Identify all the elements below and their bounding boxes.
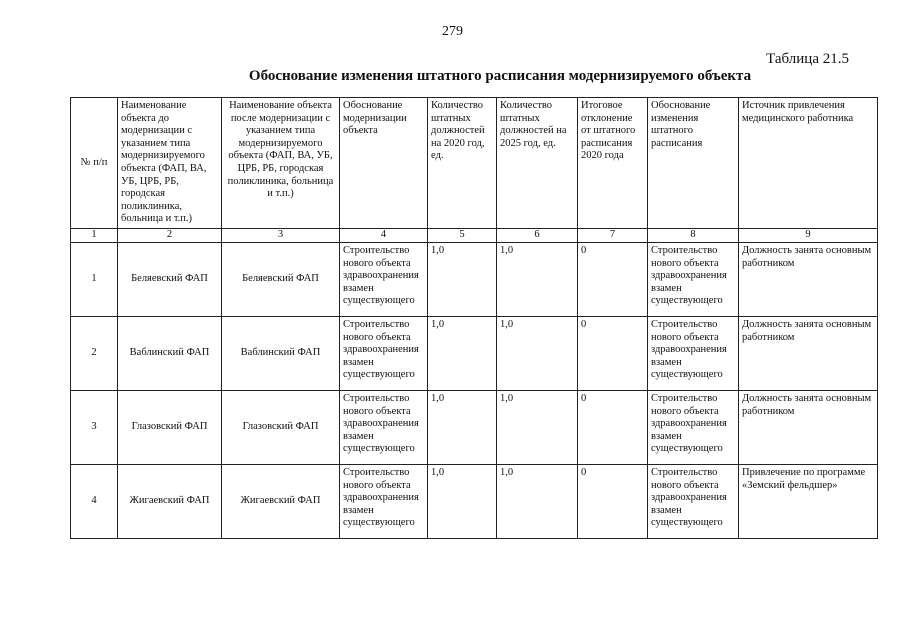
cell-num: 4 bbox=[71, 464, 118, 538]
table-row bbox=[71, 390, 878, 464]
cell-source: Привлечение по программе «Земский фельдшер» bbox=[739, 464, 878, 538]
table-row bbox=[71, 464, 878, 538]
cell-before: Глазовский ФАП bbox=[118, 390, 222, 464]
header-source: Источник привлечения медицинского работника bbox=[739, 98, 878, 229]
cell-justification: Строительство нового объекта здравоохранения взамен существующего bbox=[648, 390, 739, 464]
cell-after: Глазовский ФАП bbox=[222, 390, 340, 464]
cell-num: 1 bbox=[71, 242, 118, 316]
cell-after: Жигаевский ФАП bbox=[222, 464, 340, 538]
cell-staff-2020: 1,0 bbox=[428, 464, 497, 538]
column-number: 3 bbox=[222, 228, 340, 242]
header-staff-2025: Количество штатных должностей на 2025 год, ед. bbox=[497, 98, 578, 229]
cell-reason: Строительство нового объекта здравоохранения взамен существующего bbox=[340, 316, 428, 390]
cell-staff-2020: 1,0 bbox=[428, 316, 497, 390]
cell-reason: Строительство нового объекта здравоохранения взамен существующего bbox=[340, 464, 428, 538]
cell-staff-2020: 1,0 bbox=[428, 390, 497, 464]
cell-reason: Строительство нового объекта здравоохранения взамен существующего bbox=[340, 242, 428, 316]
cell-before: Ваблинский ФАП bbox=[118, 316, 222, 390]
header-staff-2020: Количество штатных должностей на 2020 год, ед. bbox=[428, 98, 497, 229]
cell-deviation: 0 bbox=[578, 390, 648, 464]
cell-reason: Строительство нового объекта здравоохранения взамен существующего bbox=[340, 390, 428, 464]
cell-deviation: 0 bbox=[578, 242, 648, 316]
table-row bbox=[71, 316, 878, 390]
cell-justification: Строительство нового объекта здравоохранения взамен существующего bbox=[648, 242, 739, 316]
cell-staff-2025: 1,0 bbox=[497, 316, 578, 390]
column-number-row bbox=[71, 228, 878, 242]
header-before: Наименование объекта до модернизации с указанием типа модернизируемого объекта (ФАП, ВА, УБ, ЦРБ, РБ, городская поликлиника, больница и т.п.) bbox=[118, 98, 222, 229]
header-after: Наименование объекта после модернизации с указанием типа модернизируемого объекта (ФАП, ВА, УБ, ЦРБ, РБ, городская поликлиника, больница и т.п.) bbox=[222, 98, 340, 229]
column-number: 1 bbox=[71, 228, 118, 242]
header-justification: Обоснование изменения штатного расписания bbox=[648, 98, 739, 229]
column-number: 8 bbox=[648, 228, 739, 242]
cell-source: Должность занята основным работником bbox=[739, 390, 878, 464]
cell-staff-2020: 1,0 bbox=[428, 242, 497, 316]
header-num: № п/п bbox=[71, 98, 118, 229]
header-deviation: Итоговое отклонение от штатного расписания 2020 года bbox=[578, 98, 648, 229]
table-header-row bbox=[71, 98, 878, 229]
column-number: 2 bbox=[118, 228, 222, 242]
cell-source: Должность занята основным работником bbox=[739, 242, 878, 316]
cell-num: 2 bbox=[71, 316, 118, 390]
cell-staff-2025: 1,0 bbox=[497, 390, 578, 464]
cell-staff-2025: 1,0 bbox=[497, 464, 578, 538]
header-reason: Обоснование модернизации объекта bbox=[340, 98, 428, 229]
column-number: 9 bbox=[739, 228, 878, 242]
cell-before: Беляевский ФАП bbox=[118, 242, 222, 316]
cell-deviation: 0 bbox=[578, 464, 648, 538]
cell-deviation: 0 bbox=[578, 316, 648, 390]
column-number: 7 bbox=[578, 228, 648, 242]
column-number: 4 bbox=[340, 228, 428, 242]
page-number: 279 bbox=[442, 24, 463, 39]
column-number: 6 bbox=[497, 228, 578, 242]
cell-before: Жигаевский ФАП bbox=[118, 464, 222, 538]
cell-staff-2025: 1,0 bbox=[497, 242, 578, 316]
document-title: Обоснование изменения штатного расписания модернизируемого объекта bbox=[248, 68, 752, 84]
staffing-table bbox=[70, 97, 878, 539]
cell-justification: Строительство нового объекта здравоохранения взамен существующего bbox=[648, 464, 739, 538]
cell-after: Беляевский ФАП bbox=[222, 242, 340, 316]
cell-after: Ваблинский ФАП bbox=[222, 316, 340, 390]
column-number: 5 bbox=[428, 228, 497, 242]
table-label: Таблица 21.5 bbox=[766, 51, 849, 67]
cell-num: 3 bbox=[71, 390, 118, 464]
table-row bbox=[71, 242, 878, 316]
cell-justification: Строительство нового объекта здравоохранения взамен существующего bbox=[648, 316, 739, 390]
cell-source: Должность занята основным работником bbox=[739, 316, 878, 390]
